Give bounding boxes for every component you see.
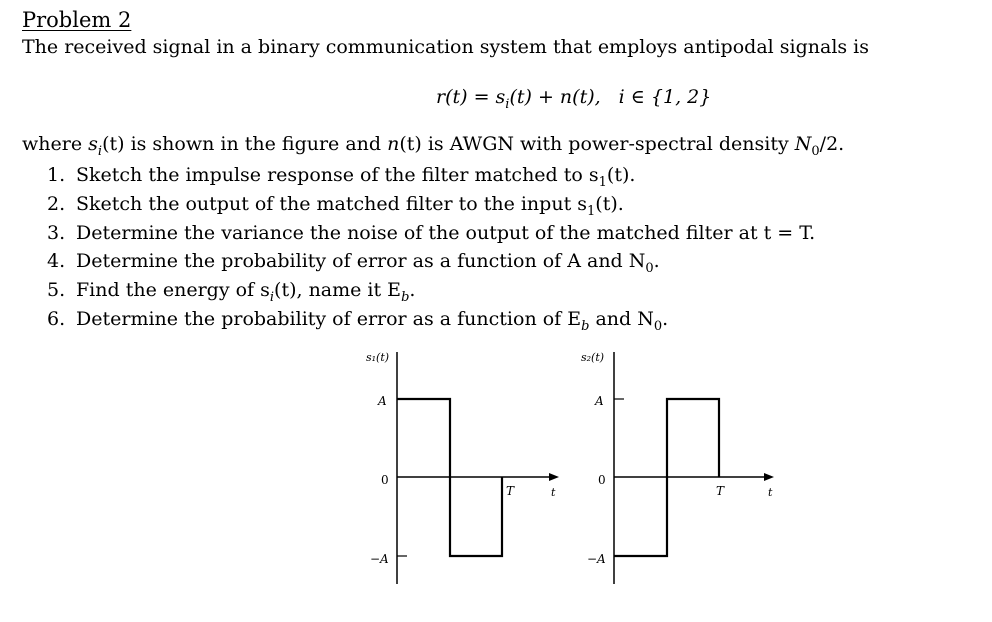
task-item: 5. Find the energy of $s_i(t)$, name it $E_b$. — [47, 279, 416, 305]
s1-label-t: t — [551, 486, 556, 499]
problem-intro: The received signal in a binary communication system that employs antipodal signals is — [22, 36, 870, 58]
s1-label-zero: 0 — [381, 473, 389, 487]
signal-equation: $r(t) = s_i(t) + n(t)$, i ∈ {1, 2} — [436, 86, 712, 112]
s2-ylabel: s₂(t) — [581, 351, 605, 364]
task-item: 4. Determine the probability of error as a function of A and $N_0$. — [47, 250, 660, 277]
s2-label-T: T — [716, 484, 725, 498]
s2-label-negA: −A — [587, 552, 606, 566]
s2-plot — [614, 352, 774, 584]
s2-label-t: t — [768, 486, 773, 499]
task-item: 3. Determine the variance the noise of the output of the matched filter at t = T. — [47, 221, 816, 244]
s1-label-negA: −A — [370, 552, 389, 566]
s2-label-A: A — [595, 394, 604, 408]
where-sentence: where $s_i(t)$ is shown in the figure and n(t) is AWGN with power-spectral density $N_0/2$. — [22, 133, 845, 159]
problem-title: Problem 2 — [22, 8, 132, 32]
s2-x-arrow — [764, 473, 774, 481]
s2-label-zero: 0 — [598, 473, 606, 487]
s1-plot — [397, 352, 559, 584]
s1-label-A: A — [378, 394, 387, 408]
task-item: 6. Determine the probability of error as a function of $E_b$ and $N_0$. — [47, 307, 669, 334]
s1-ylabel: s₁(t) — [366, 351, 390, 364]
s1-label-T: T — [506, 484, 515, 498]
task-item: 1. Sketch the impulse response of the filter matched to $s_1(t)$. — [47, 164, 636, 190]
s1-x-arrow — [549, 473, 559, 481]
task-item: 2. Sketch the output of the matched filter to the input $s_1(t)$. — [47, 192, 624, 219]
